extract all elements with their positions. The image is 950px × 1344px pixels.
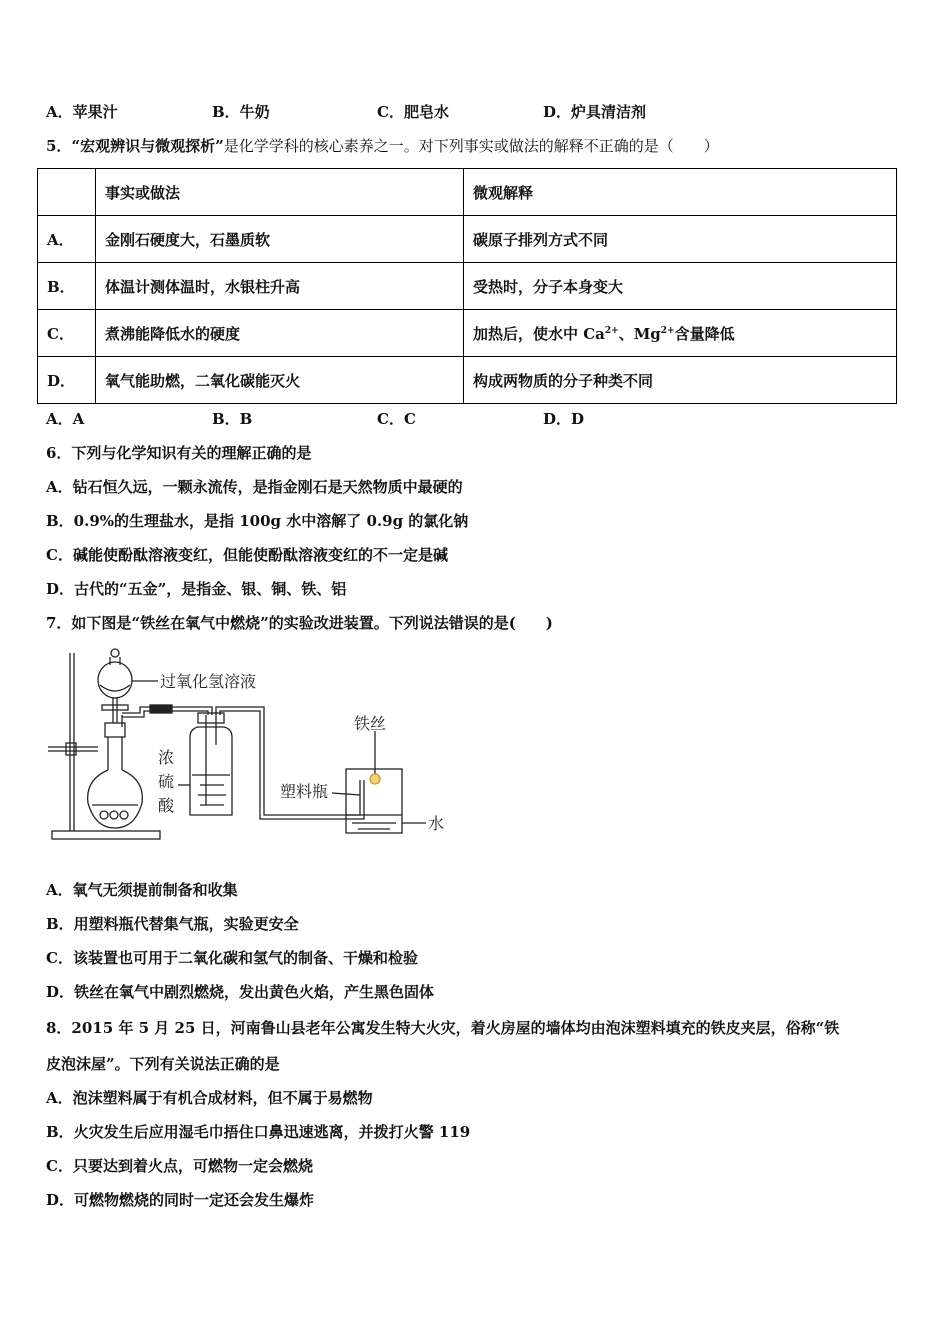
q5-option-c: C．C [377,410,416,428]
q4-option-a: A．苹果汁 [46,103,118,121]
q8-option-c: C．只要达到着火点，可燃物一定会燃烧 [46,1157,313,1175]
stand-base [52,831,160,839]
q6-stem: 6．下列与化学知识有关的理解正确的是 [46,444,312,462]
table-header-row [38,169,897,216]
q7-option-d: D．铁丝在氧气中剧烈燃烧，发出黄色火焰，产生黑色固体 [46,983,435,1001]
row-fact: 体温计测体温时，水银柱升高 [96,263,464,310]
q5-stem-rest: 是化学学科的核心素养之一。对下列事实或做法的解释不正确的是（ ） [223,137,719,155]
q7-option-a: A．氧气无须提前制备和收集 [46,881,238,899]
table-row [38,310,897,357]
q8-option-b: B．火灾发生后应用湿毛巾捂住口鼻迅速逃离，并拨打火警 119 [46,1123,471,1141]
q5-stem [46,136,719,156]
q8-option-d: D．可燃物燃烧的同时一定还会发生爆炸 [46,1191,315,1209]
q6-option-a: A．钻石恒久远，一颗永流传，是指金刚石是天然物质中最硬的 [46,478,463,496]
q4-option-c: C．肥皂水 [377,103,449,121]
rubber-tube [150,705,172,713]
funnel-stopper [111,649,119,657]
q5-option-a: A．A [46,410,85,428]
explain-pre: 加热后，使水中 Ca [473,324,605,343]
q5-number: 5． [46,137,72,155]
q6-option-b: B．0.9%的生理盐水，是指 100g 水中溶解了 0.9g 的氯化钠 [46,512,469,530]
explain-post: 含量降低 [674,324,735,343]
q5-option-b: B．B [212,410,253,428]
row-label: C． [38,310,96,357]
q7-apparatus-figure [40,645,460,845]
label-peroxide: 过氧化氢溶液 [160,672,257,691]
ion-charge: 2+ [660,325,675,336]
row-label: A． [38,216,96,263]
gas-washing-bottle [190,727,232,815]
flame-icon [370,774,380,784]
table-header-cell: 事实或做法 [96,169,464,216]
q6-option-c: C．碱能使酚酞溶液变红，但能使酚酞溶液变红的不一定是碱 [46,546,448,564]
q8-option-a: A．泡沫塑料属于有机合成材料，但不属于易燃物 [46,1089,373,1107]
q4-option-d: D．炉具清洁剂 [543,103,647,121]
explain-mid: 、Mg [618,324,661,343]
q7-option-c: C．该装置也可用于二氧化碳和氢气的制备、干燥和检验 [46,949,418,967]
ion-charge: 2+ [604,325,619,336]
q8-stem-line-2: 皮泡沫屋”。下列有关说法正确的是 [46,1055,280,1073]
row-explain [464,310,897,357]
q4-option-b: B．牛奶 [212,103,270,121]
q6-option-d: D．古代的“五金”，是指金、银、铜、铁、铝 [46,580,347,598]
table-header-cell: 微观解释 [464,169,897,216]
q7-stem: 7．如下图是“铁丝在氧气中燃烧”的实验改进装置。下列说法错误的是( ) [46,614,553,632]
row-fact: 煮沸能降低水的硬度 [96,310,464,357]
separatory-funnel [98,662,132,698]
row-explain: 受热时，分子本身变大 [464,263,897,310]
row-fact: 氧气能助燃，二氧化碳能灭火 [96,357,464,404]
label-plastic-bottle: 塑料瓶 [280,782,329,801]
label-acid-2: 硫 [158,772,175,791]
table-row [38,216,897,263]
row-fact: 金刚石硬度大，石墨质软 [96,216,464,263]
row-explain: 碳原子排列方式不同 [464,216,897,263]
table-row [38,357,897,404]
row-label: D． [38,357,96,404]
q8-stem-line-1: 8．2015 年 5 月 25 日，河南鲁山县老年公寓发生特大火灾，着火房屋的墙体均由泡沫塑料填充的铁皮夹层，俗称“铁 [46,1019,840,1037]
label-acid-1: 浓 [158,748,175,767]
table-header-cell [38,169,96,216]
table-row [38,263,897,310]
row-label: B． [38,263,96,310]
label-acid-3: 酸 [158,796,175,815]
q5-table [37,168,897,404]
funnel-valve [102,705,128,710]
q5-stem-bold: “宏观辨识与微观探析” [71,137,224,155]
label-iron-wire: 铁丝 [354,714,387,733]
label-water: 水 [428,814,445,833]
row-explain: 构成两物质的分子种类不同 [464,357,897,404]
q5-option-d: D．D [543,410,585,428]
q7-option-b: B．用塑料瓶代替集气瓶，实验更安全 [46,915,299,933]
